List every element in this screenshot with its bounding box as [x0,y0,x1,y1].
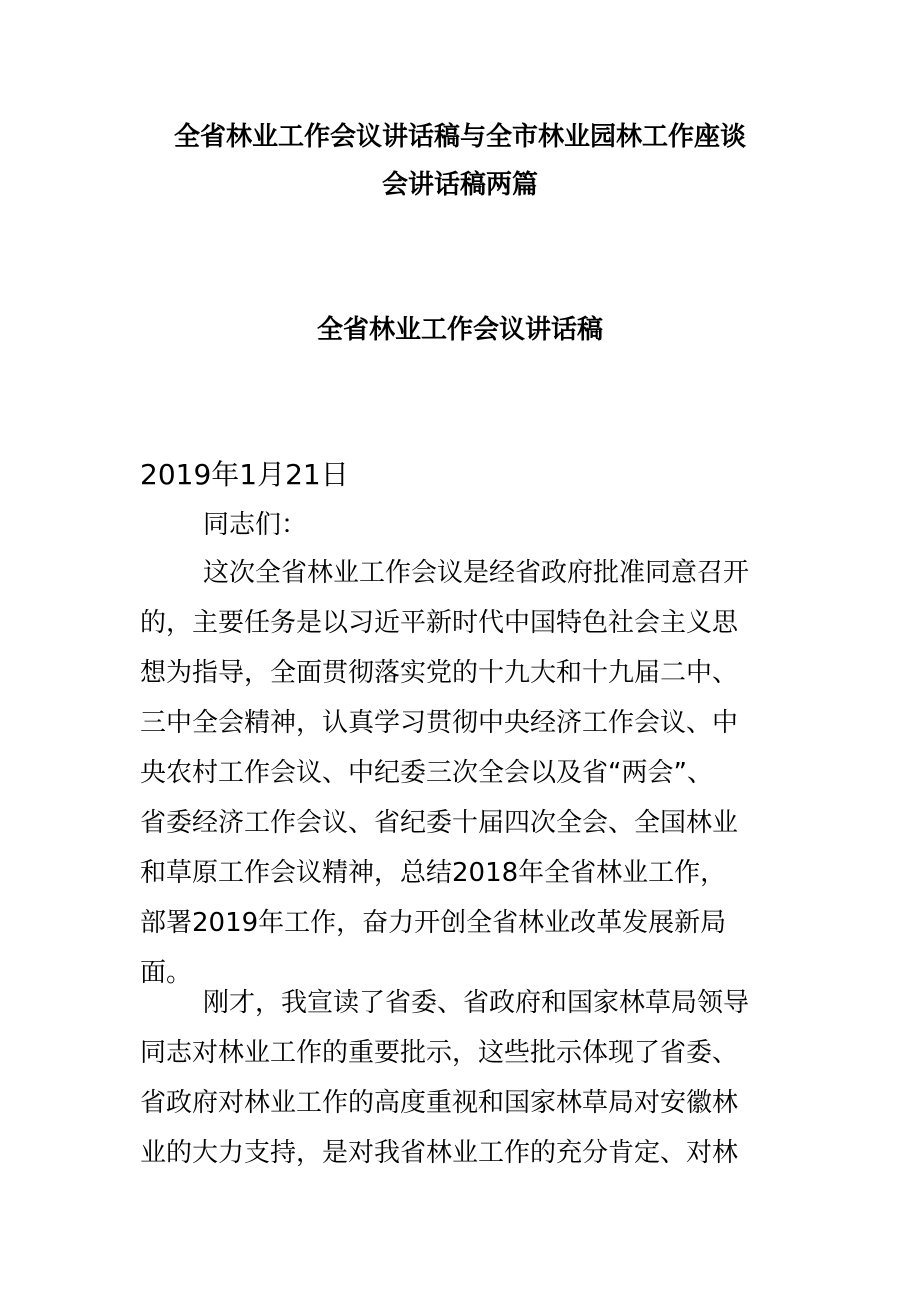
paragraph-line: 央农村工作会议、中纪委三次全会以及省“两会”、 [140,758,713,788]
document-title-line-1: 全省林业工作会议讲话稿与全市林业园林工作座谈 [173,122,746,152]
paragraph-1 [140,548,800,998]
document-title-line-2: 会讲话稿两篇 [381,170,538,200]
speech-date: 2019年1月21日 [140,458,349,491]
paragraph-line: 三中全会精神，认真学习贯彻中央经济工作会议、中 [140,708,739,738]
section-title: 全省林业工作会议讲话稿 [316,315,603,345]
paragraph-line: 业的大力支持，是对我省林业工作的充分肯定、对林 [140,1138,739,1168]
paragraph-line: 省政府对林业工作的高度重视和国家林草局对安徽林 [140,1088,739,1118]
paragraph-line: 面。 [140,958,193,988]
salutation: 同志们： [203,510,308,540]
paragraph-line: 的，主要任务是以习近平新时代中国特色社会主义思 [140,608,739,638]
paragraph-2 [140,978,800,1178]
paragraph-line: 想为指导，全面贯彻落实党的十九大和十九届二中、 [140,658,739,688]
paragraph-line: 省委经济工作会议、省纪委十届四次全会、全国林业 [140,808,739,838]
paragraph-line: 刚才，我宣读了省委、省政府和国家林草局领导 [203,988,750,1018]
paragraph-line: 部署2019年工作，奋力开创全省林业改革发展新局 [140,908,727,938]
paragraph-line: 这次全省林业工作会议是经省政府批准同意召开 [203,558,750,588]
paragraph-line: 同志对林业工作的重要批示，这些批示体现了省委、 [140,1038,739,1068]
paragraph-line: 和草原工作会议精神，总结2018年全省林业工作， [140,858,727,888]
